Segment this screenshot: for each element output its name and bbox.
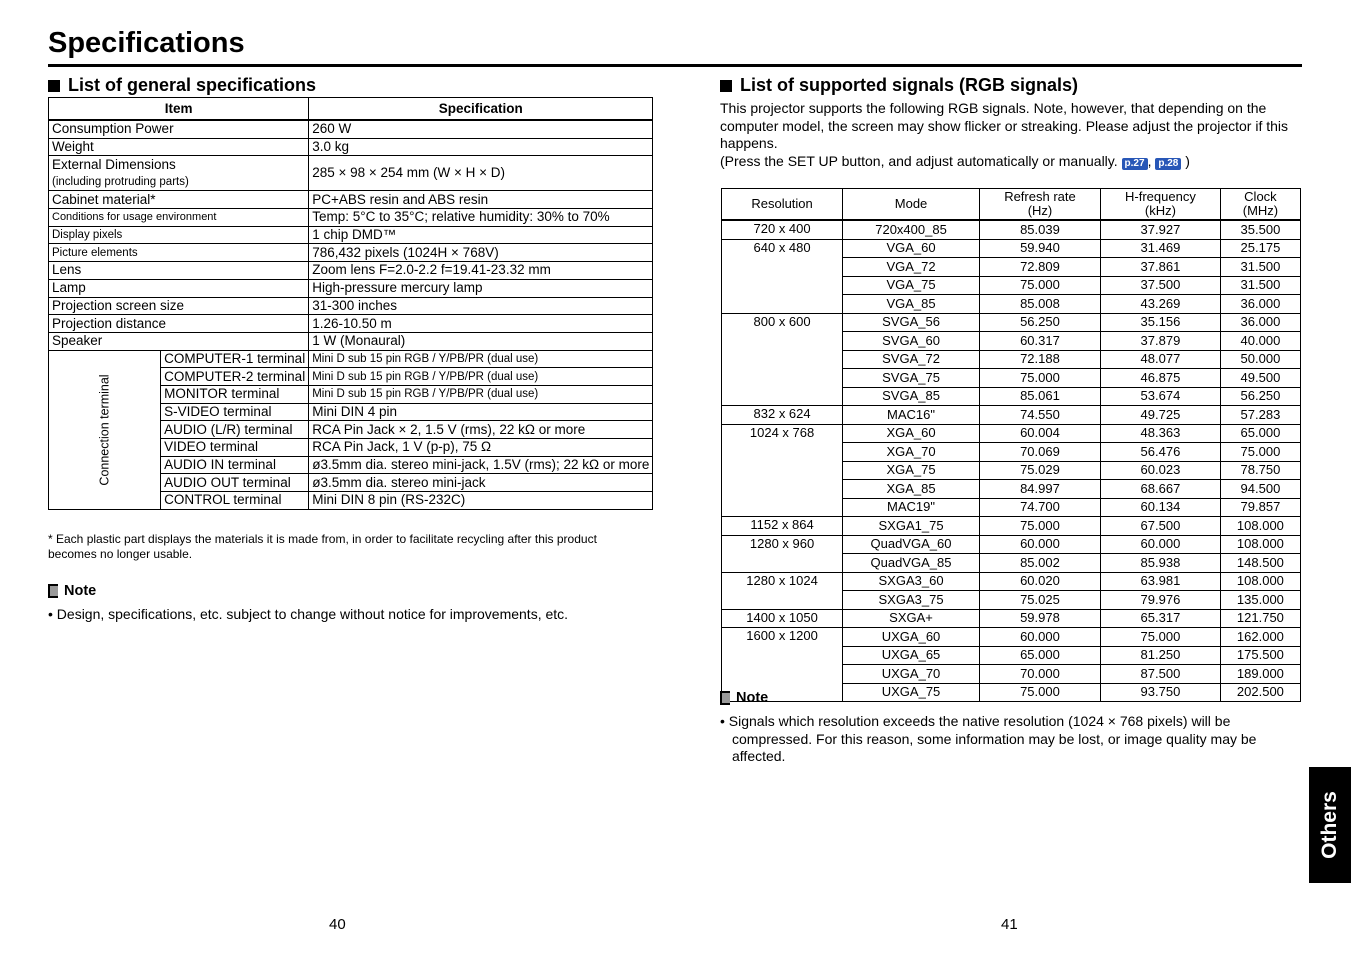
col-item: Item [49,98,309,121]
clock-cell: 94.500 [1220,480,1300,499]
spec-item-text: Consumption Power [52,121,174,137]
mode-cell: QuadVGA_60 [843,535,980,554]
connection-row [49,350,653,368]
signals-col-header: Resolution [722,189,843,221]
h-frequency-cell: 35.156 [1101,313,1221,332]
signal-row [722,406,1301,425]
general-note-heading [48,583,96,599]
refresh-rate-cell: 59.940 [979,239,1100,258]
clock-cell: 135.000 [1220,591,1300,610]
title-rule [48,64,1302,67]
spec-item [49,297,309,315]
signal-row [722,239,1301,258]
mode-cell: SXGA1_75 [843,517,980,536]
spec-item [49,156,309,191]
h-frequency-cell: 48.363 [1101,424,1221,443]
h-frequency-cell: 60.134 [1101,498,1221,517]
clock-cell: 75.000 [1220,443,1300,462]
spec-row [49,297,653,315]
clock-cell: 57.283 [1220,406,1300,425]
spec-item [49,209,309,227]
spec-value: 260 W [309,120,653,138]
h-frequency-cell: 79.976 [1101,591,1221,610]
spec-row [49,191,653,209]
terminal-name: AUDIO (L/R) terminal [161,421,309,439]
mode-cell: UXGA_60 [843,628,980,647]
refresh-rate-cell: 85.039 [979,220,1100,239]
mode-cell: SVGA_75 [843,369,980,388]
refresh-rate-cell: 60.004 [979,424,1100,443]
clock-cell: 40.000 [1220,332,1300,351]
spec-value: 1 W (Monaural) [309,332,653,350]
spec-item-text: Cabinet material* [52,191,156,207]
h-frequency-cell: 31.469 [1101,239,1221,258]
mode-cell: SXGA3_60 [843,572,980,591]
clock-cell: 189.000 [1220,665,1300,684]
refresh-rate-cell: 74.700 [979,498,1100,517]
refresh-rate-cell: 72.809 [979,258,1100,277]
side-tab-label: Others [1318,791,1341,859]
square-bullet-icon [720,80,732,92]
mode-cell: MAC16" [843,406,980,425]
h-frequency-cell: 68.667 [1101,480,1221,499]
signals-intro-text: This projector supports the following RGB signals. Note, however, that depending on the computer model, the screen may show flicker or streaking. Please adjust the projector if this happens. [720,100,1289,151]
mode-cell: VGA_75 [843,276,980,295]
mode-cell: SVGA_85 [843,387,980,406]
clock-cell: 35.500 [1220,220,1300,239]
mode-cell: SVGA_72 [843,350,980,369]
clock-cell: 31.500 [1220,258,1300,277]
resolution-cell: 1024 x 768 [722,424,843,517]
h-frequency-cell: 67.500 [1101,517,1221,536]
spec-item [49,279,309,297]
terminal-spec: Mini DIN 4 pin [309,403,653,421]
mode-cell: VGA_60 [843,239,980,258]
clock-cell: 108.000 [1220,517,1300,536]
clock-cell: 49.500 [1220,369,1300,388]
refresh-rate-cell: 75.000 [979,369,1100,388]
signal-row [722,628,1301,647]
mode-cell: UXGA_70 [843,665,980,684]
terminal-name: COMPUTER-2 terminal [161,368,309,386]
spec-row [49,156,653,191]
general-spec-table [48,97,653,510]
resolution-cell: 1152 x 864 [722,517,843,536]
spec-item-text: Weight [52,139,94,155]
ref-separator: , [1147,152,1152,169]
h-frequency-cell: 81.250 [1101,646,1221,665]
mode-cell: XGA_70 [843,443,980,462]
refresh-rate-cell: 84.997 [979,480,1100,499]
h-frequency-cell: 85.938 [1101,554,1221,573]
terminal-name: AUDIO IN terminal [161,456,309,474]
spec-row [49,315,653,333]
refresh-rate-cell: 75.000 [979,517,1100,536]
refresh-rate-cell: 75.000 [979,276,1100,295]
general-note-text: • Design, specifications, etc. subject to change without notice for improvements, etc. [48,606,569,622]
h-frequency-cell: 49.725 [1101,406,1221,425]
clock-cell: 121.750 [1220,609,1300,628]
h-frequency-cell: 75.000 [1101,628,1221,647]
refresh-rate-cell: 85.002 [979,554,1100,573]
terminal-spec: ø3.5mm dia. stereo mini-jack, 1.5V (rms); 22 kΩ or more [309,456,653,474]
page-number-right: 41 [1001,916,1018,933]
terminal-spec: Mini D sub 15 pin RGB / Y/PB/PR (dual use) [309,368,653,386]
h-frequency-cell: 37.927 [1101,220,1221,239]
intro-close-paren: ) [1185,152,1190,169]
spec-value: 3.0 kg [309,138,653,156]
mode-cell: SXGA3_75 [843,591,980,610]
mode-cell: VGA_72 [843,258,980,277]
spec-value: Temp: 5°C to 35°C; relative humidity: 30% to 70% [309,209,653,227]
terminal-name: CONTROL terminal [161,492,309,510]
clock-cell: 78.750 [1220,461,1300,480]
spec-row [49,209,653,227]
refresh-rate-cell: 75.000 [979,683,1100,702]
mode-cell: UXGA_75 [843,683,980,702]
h-frequency-cell: 87.500 [1101,665,1221,684]
h-frequency-cell: 37.861 [1101,258,1221,277]
note-icon [720,691,730,705]
clock-cell: 56.250 [1220,387,1300,406]
signal-row [722,517,1301,536]
spec-item-text: Display pixels [52,229,123,242]
signals-table [721,188,1301,702]
signals-note-text: • Signals which resolution exceeds the native resolution (1024 × 768 pixels) will be compressed. For this reason, some information may be lost, or image quality may be affected. [720,713,1257,764]
spec-item-text: Projection screen size [52,297,185,313]
signal-row [722,313,1301,332]
clock-cell: 162.000 [1220,628,1300,647]
spec-item [49,191,309,209]
spec-value: 31-300 inches [309,297,653,315]
resolution-cell: 640 x 480 [722,239,843,313]
connection-terminal-label [49,350,161,509]
signal-row [722,424,1301,443]
refresh-rate-cell: 72.188 [979,350,1100,369]
spec-item-text: Speaker [52,333,103,349]
refresh-rate-cell: 85.061 [979,387,1100,406]
h-frequency-cell: 53.674 [1101,387,1221,406]
signals-col-header: Clock (MHz) [1220,189,1300,221]
others-side-tab[interactable] [1309,767,1351,883]
signals-note-heading [720,690,768,706]
clock-cell: 108.000 [1220,535,1300,554]
spec-value: Zoom lens F=2.0-2.2 f=19.41-23.32 mm [309,262,653,280]
terminal-name: S-VIDEO terminal [161,403,309,421]
terminal-name: AUDIO OUT terminal [161,474,309,492]
spec-row [49,138,653,156]
mode-cell: SXGA+ [843,609,980,628]
resolution-cell: 800 x 600 [722,313,843,406]
page-title: Specifications [48,27,245,59]
refresh-rate-cell: 60.317 [979,332,1100,351]
resolution-cell: 1280 x 1024 [722,572,843,609]
spec-item [49,138,309,156]
clock-cell: 65.000 [1220,424,1300,443]
connection-terminal-text: Connection terminal [97,374,112,486]
signal-row [722,535,1301,554]
refresh-rate-cell: 65.000 [979,646,1100,665]
h-frequency-cell: 60.000 [1101,535,1221,554]
h-frequency-cell: 37.879 [1101,332,1221,351]
refresh-rate-cell: 75.029 [979,461,1100,480]
signal-row [722,572,1301,591]
signals-col-header: H-frequency (kHz) [1101,189,1221,221]
mode-cell: XGA_75 [843,461,980,480]
h-frequency-cell: 56.476 [1101,443,1221,462]
terminal-spec: ø3.5mm dia. stereo mini-jack [309,474,653,492]
mode-cell: XGA_85 [843,480,980,499]
spec-item-text: Projection distance [52,315,167,331]
general-heading-text: List of general specifications [68,75,317,95]
clock-cell: 31.500 [1220,276,1300,295]
resolution-cell: 1600 x 1200 [722,628,843,702]
refresh-rate-cell: 74.550 [979,406,1100,425]
h-frequency-cell: 37.500 [1101,276,1221,295]
refresh-rate-cell: 70.069 [979,443,1100,462]
mode-cell: SVGA_60 [843,332,980,351]
h-frequency-cell: 93.750 [1101,683,1221,702]
h-frequency-cell: 65.317 [1101,609,1221,628]
spec-value: 786,432 pixels (1024H × 768V) [309,244,653,262]
h-frequency-cell: 48.077 [1101,350,1221,369]
general-note-label: Note [64,583,97,599]
terminal-name: COMPUTER-1 terminal [161,350,309,368]
h-frequency-cell: 60.023 [1101,461,1221,480]
refresh-rate-cell: 75.025 [979,591,1100,610]
spec-value: 1 chip DMD™ [309,226,653,244]
col-spec: Specification [309,98,653,121]
h-frequency-cell: 63.981 [1101,572,1221,591]
spec-value: 1.26-10.50 m [309,315,653,333]
refresh-rate-cell: 60.000 [979,628,1100,647]
refresh-rate-cell: 59.978 [979,609,1100,628]
spec-item [49,332,309,350]
mode-cell: QuadVGA_85 [843,554,980,573]
square-bullet-icon [48,80,60,92]
terminal-name: VIDEO terminal [161,439,309,457]
spec-item [49,120,309,138]
h-frequency-cell: 43.269 [1101,295,1221,314]
signal-row [722,220,1301,239]
page-ref-link[interactable]: p.28 [1155,158,1181,170]
clock-cell: 175.500 [1220,646,1300,665]
spec-item-text: Picture elements [52,246,138,259]
spec-row [49,279,653,297]
terminal-spec: Mini D sub 15 pin RGB / Y/PB/PR (dual use) [309,385,653,403]
terminal-spec: Mini D sub 15 pin RGB / Y/PB/PR (dual use) [309,350,653,368]
signals-intro [720,100,1305,170]
refresh-rate-cell: 60.000 [979,535,1100,554]
spec-item-subtext: (including protruding parts) [52,175,189,188]
clock-cell: 36.000 [1220,295,1300,314]
h-frequency-cell: 46.875 [1101,369,1221,388]
mode-cell: UXGA_65 [843,646,980,665]
mode-cell: 720x400_85 [843,220,980,239]
spec-row [49,244,653,262]
spec-item-text: External Dimensions [52,156,176,172]
clock-cell: 50.000 [1220,350,1300,369]
spec-row [49,262,653,280]
refresh-rate-cell: 60.020 [979,572,1100,591]
signals-heading-text: List of supported signals (RGB signals) [740,75,1079,95]
mode-cell: MAC19" [843,498,980,517]
spec-item [49,315,309,333]
terminal-name: MONITOR terminal [161,385,309,403]
clock-cell: 79.857 [1220,498,1300,517]
terminal-spec: Mini DIN 8 pin (RS-232C) [309,492,653,510]
page-number-left: 40 [329,916,346,933]
signals-heading [720,75,1078,96]
spec-item-text: Lens [52,262,82,278]
spec-item [49,244,309,262]
resolution-cell: 720 x 400 [722,220,843,239]
note-icon [48,584,58,598]
clock-cell: 36.000 [1220,313,1300,332]
spec-row [49,226,653,244]
refresh-rate-cell: 70.000 [979,665,1100,684]
signals-note-label: Note [736,690,769,706]
spec-item-text: Lamp [52,280,86,296]
spec-value: PC+ABS resin and ABS resin [309,191,653,209]
clock-cell: 202.500 [1220,683,1300,702]
spec-value: 285 × 98 × 254 mm (W × H × D) [309,156,653,191]
mode-cell: SVGA_56 [843,313,980,332]
signals-col-header: Mode [843,189,980,221]
resolution-cell: 1400 x 1050 [722,609,843,628]
refresh-rate-cell: 56.250 [979,313,1100,332]
mode-cell: VGA_85 [843,295,980,314]
signals-intro2-text: (Press the SET UP button, and adjust automatically or manually. [720,152,1118,169]
footnote: * Each plastic part displays the materials it is made from, in order to facilitate recycling after this product becomes no longer usable. [48,532,597,561]
resolution-cell: 1280 x 960 [722,535,843,572]
clock-cell: 108.000 [1220,572,1300,591]
spec-item [49,262,309,280]
terminal-spec: RCA Pin Jack × 2, 1.5 V (rms), 22 kΩ or more [309,421,653,439]
signal-row [722,609,1301,628]
spec-row [49,120,653,138]
page-ref-link[interactable]: p.27 [1122,158,1148,170]
resolution-cell: 832 x 624 [722,406,843,425]
spec-item [49,226,309,244]
clock-cell: 25.175 [1220,239,1300,258]
mode-cell: XGA_60 [843,424,980,443]
terminal-spec: RCA Pin Jack, 1 V (p-p), 75 Ω [309,439,653,457]
clock-cell: 148.500 [1220,554,1300,573]
refresh-rate-cell: 85.008 [979,295,1100,314]
signals-col-header: Refresh rate (Hz) [979,189,1100,221]
spec-row [49,332,653,350]
spec-value: High-pressure mercury lamp [309,279,653,297]
general-heading [48,75,316,96]
spec-item-text: Conditions for usage environment [52,211,217,224]
